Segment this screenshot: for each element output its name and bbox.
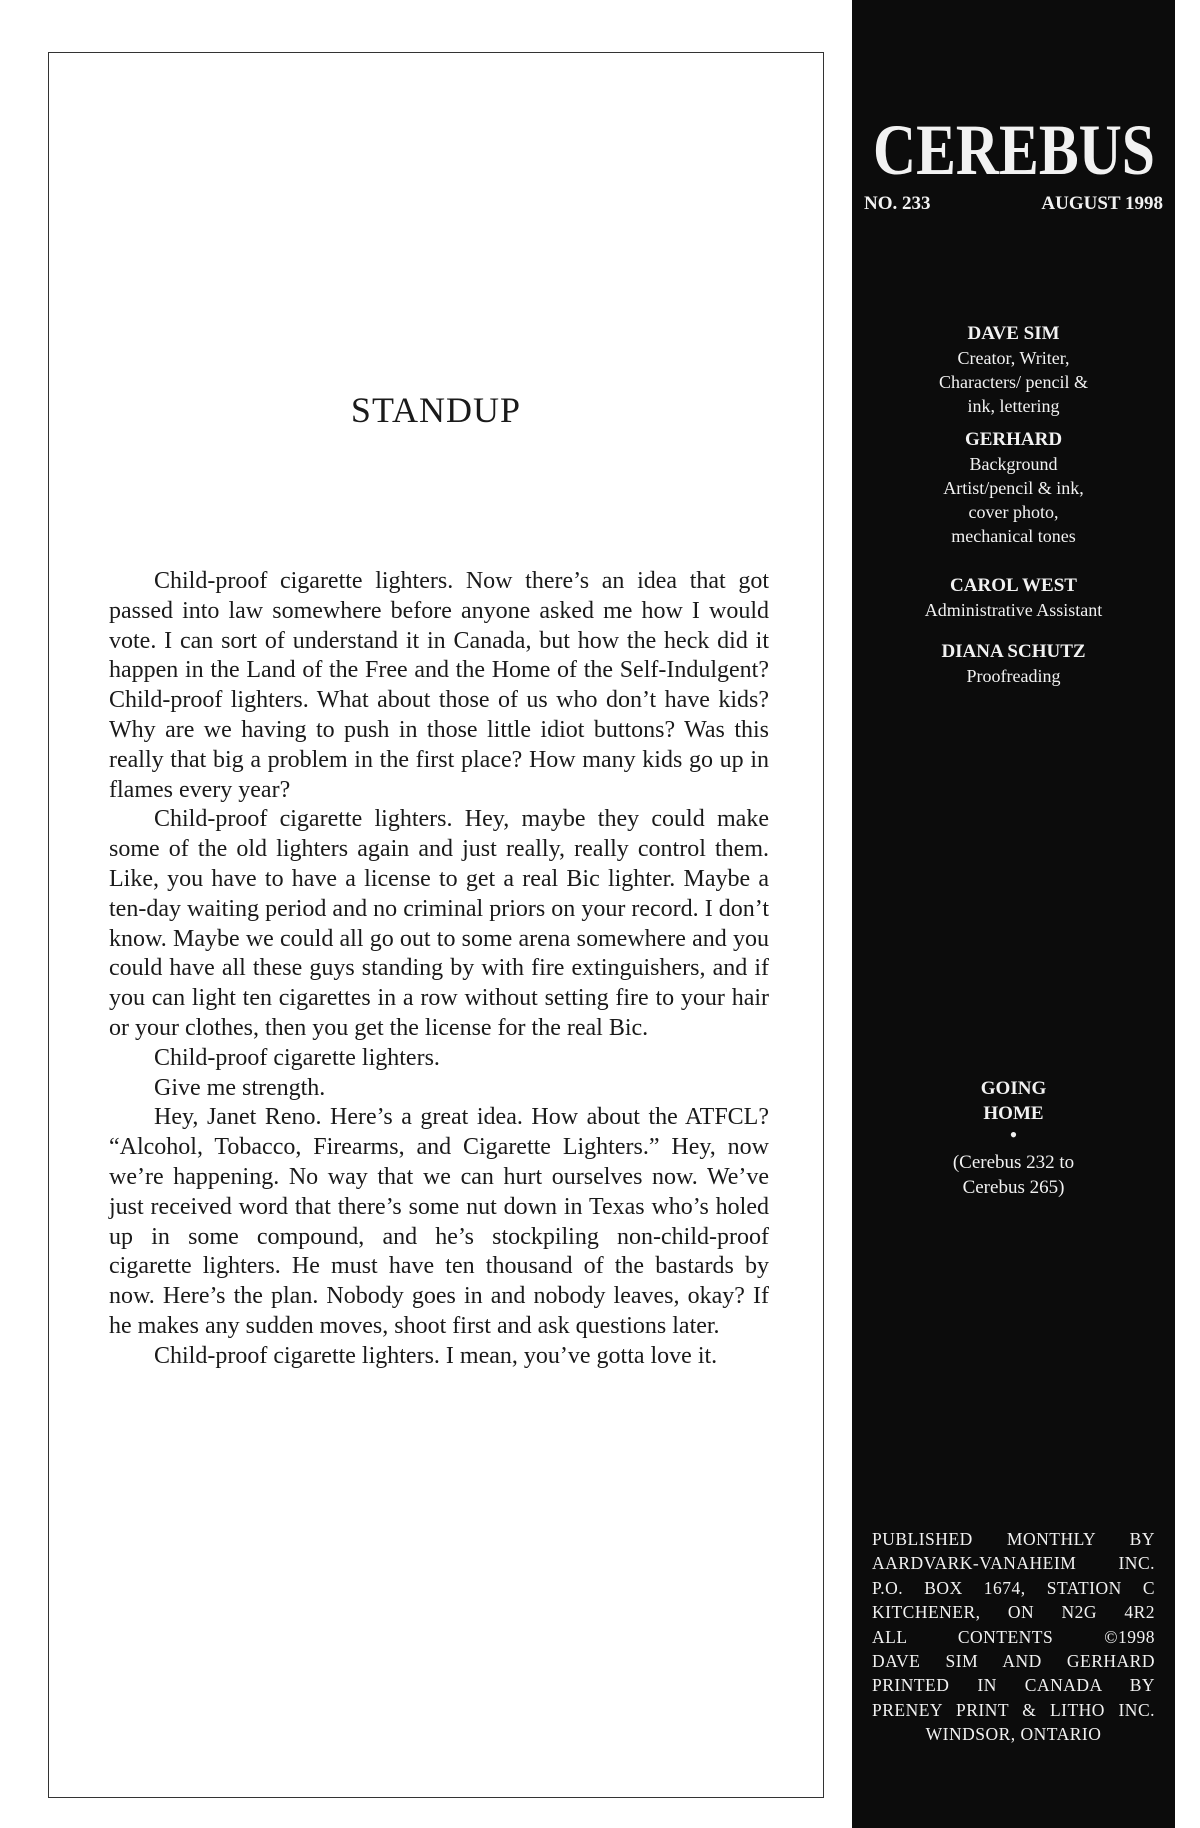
essay-paragraph: Give me strength. bbox=[154, 1074, 326, 1101]
credits-sidebar bbox=[852, 0, 1175, 1828]
publisher-line: DAVE SIM AND GERHARD bbox=[872, 1651, 1155, 1672]
credit-name: DIANA SCHUTZ bbox=[941, 641, 1086, 662]
publisher-info bbox=[872, 1527, 1155, 1747]
credit-item bbox=[862, 322, 1165, 418]
publisher-line: KITCHENER, ON N2G 4R2 bbox=[872, 1602, 1155, 1623]
publisher-line: AARDVARK-VANAHEIM INC. bbox=[872, 1553, 1155, 1574]
credit-name: GERHARD bbox=[964, 429, 1063, 450]
cerebus-logo bbox=[852, 108, 1175, 190]
essay-paragraph: Child-proof cigarette lighters. Now there’s an idea that got passed into law somewhere before anyone asked me how I would vote. I can sort of understand it in Canada, but how the heck did it happen in the Land of the Free and the Home of the Self-Indulgent? Child-proof lighters. What about those of us who don’t have kids? Why are we having to push in those little idiot buttons? Was this really that big a problem in the first place? How many kids go up in flames every year? bbox=[109, 568, 769, 803]
credit-role: Proofreading bbox=[966, 666, 1061, 686]
issue-number: NO. 233 bbox=[864, 193, 931, 214]
publisher-line: PRENEY PRINT & LITHO INC. bbox=[872, 1699, 1155, 1720]
credits-list bbox=[862, 322, 1165, 698]
credit-role: Administrative Assistant bbox=[924, 600, 1103, 620]
logo-text: CEREBUS bbox=[872, 110, 1155, 190]
essay-paragraph: Child-proof cigarette lighters. Hey, maybe they could make some of the old lighters again and just really, really control them. Like, you have to have a license to get a real Bic lighter. Maybe a ten-day waiting period and no criminal priors on your record. I don’t know. Maybe we could all go out to some arena somewhere and you could have all these guys standing by with fire extinguishers, and if you can light ten cigarettes in a row without setting fire to your hair or your clothes, then you get the license for the real Bic. bbox=[109, 806, 769, 1041]
credit-item bbox=[862, 640, 1165, 688]
credit-item bbox=[862, 428, 1165, 548]
story-arc bbox=[862, 1076, 1165, 1200]
credit-name: CAROL WEST bbox=[950, 575, 1077, 596]
logo-wordmark bbox=[869, 108, 1159, 190]
credit-item bbox=[862, 574, 1165, 622]
essay-frame bbox=[48, 52, 824, 1798]
issue-date: AUGUST 1998 bbox=[1041, 193, 1163, 214]
credit-role: Background Artist/pencil & ink, cover photo, mechanical tones bbox=[943, 454, 1084, 546]
publisher-line: ALL CONTENTS ©1998 bbox=[872, 1626, 1155, 1647]
publisher-line: WINDSOR, ONTARIO bbox=[925, 1724, 1102, 1745]
publisher-line: PUBLISHED MONTHLY BY bbox=[872, 1529, 1155, 1549]
essay-title: STANDUP bbox=[350, 390, 522, 430]
issue-line bbox=[864, 193, 1163, 215]
story-range: (Cerebus 232 to Cerebus 265) bbox=[952, 1152, 1075, 1198]
essay-body bbox=[109, 567, 769, 1372]
bullet-icon: • bbox=[1009, 1122, 1018, 1147]
publisher-line: P.O. BOX 1674, STATION C bbox=[872, 1577, 1155, 1598]
story-title: GOING HOME bbox=[980, 1078, 1047, 1124]
credit-role: Creator, Writer, Characters/ pencil & ink, lettering bbox=[939, 348, 1088, 416]
essay-paragraph: Hey, Janet Reno. Here’s a great idea. How about the ATFCL? “Alcohol, Tobacco, Firearms, and Cigarette Lighters.” Hey, now we’re happening. No way that we can hurt ourselves now. We’ve just received word that there’s some nut down in Texas who’s holed up in some compound, and he’s stockpiling non-child-proof cigarette lighters. He must have ten thousand of the bastards by now. Here’s the plan. Nobody goes in and nobody leaves, okay? If he makes any sudden moves, shoot first and ask questions later. bbox=[109, 1104, 769, 1339]
essay-paragraph: Child-proof cigarette lighters. I mean, you’ve gotta love it. bbox=[154, 1342, 718, 1369]
essay-paragraph: Child-proof cigarette lighters. bbox=[154, 1044, 440, 1071]
credit-name: DAVE SIM bbox=[967, 323, 1060, 344]
publisher-line: PRINTED IN CANADA BY bbox=[872, 1675, 1155, 1696]
